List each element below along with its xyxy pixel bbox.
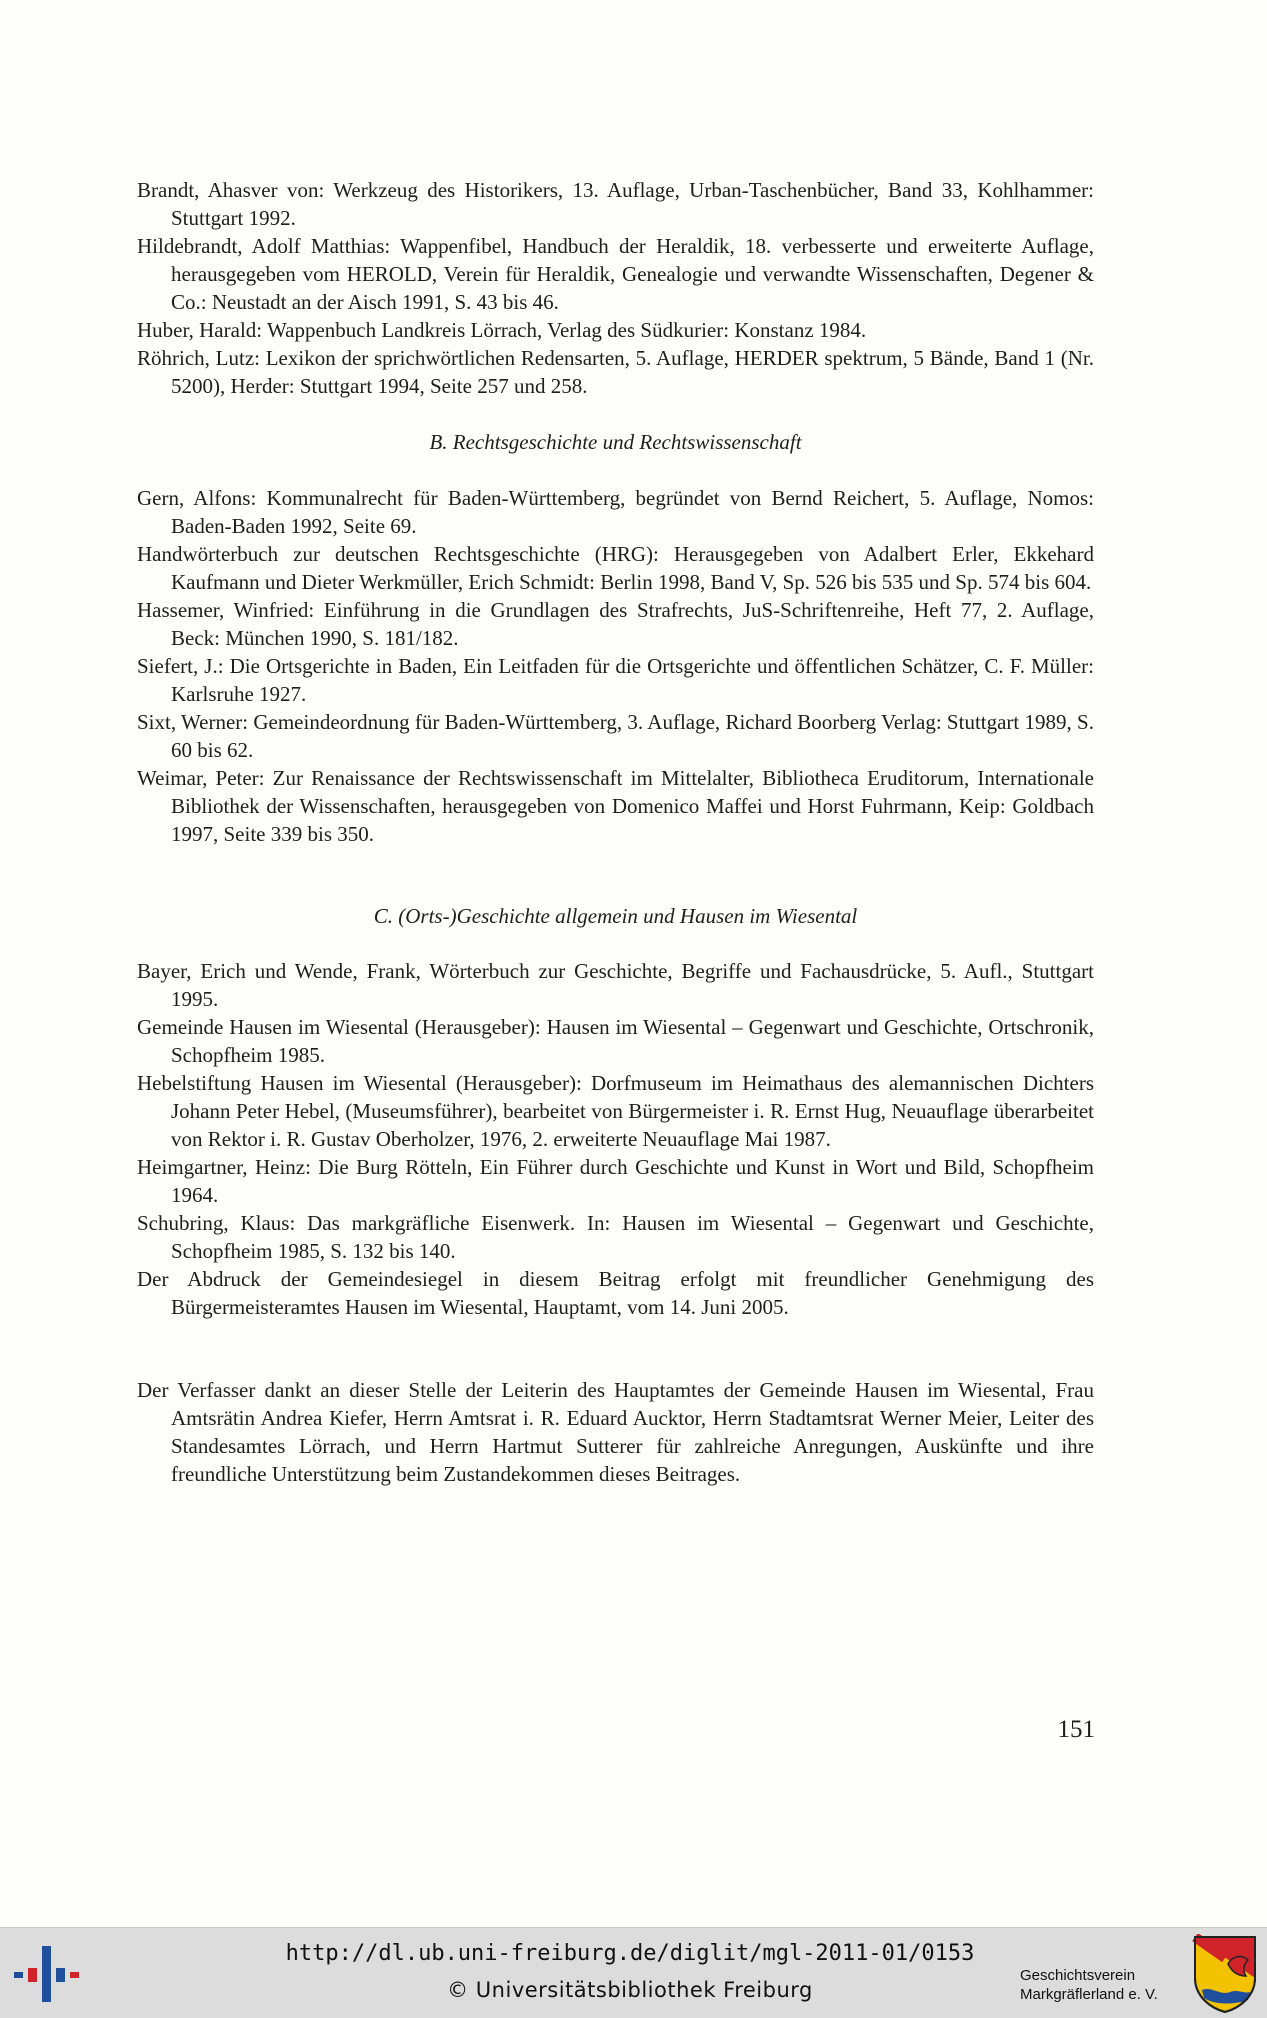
reference-entry: Bayer, Erich und Wende, Frank, Wörterbuch zur Geschichte, Begriffe und Fachausdrücke, 5. Aufl., Stuttgart 1995.: [137, 959, 1094, 1011]
reference-entry: Heimgartner, Heinz: Die Burg Rötteln, Ein Führer durch Geschichte und Kunst in Wort und Bild, Schopfheim 1964.: [137, 1155, 1094, 1207]
reference-entry: Schubring, Klaus: Das markgräfliche Eisenwerk. In: Hausen im Wiesental – Gegenwart und Geschichte, Schopfheim 1985, S. 132 bis 140.: [137, 1211, 1094, 1263]
university-library-logo-icon: [12, 1942, 82, 2006]
source-url-link[interactable]: http://dl.ub.uni-freiburg.de/diglit/mgl-2011-01/0153: [285, 1941, 975, 1966]
reference-entry: Hebelstiftung Hausen im Wiesental (Herausgeber): Dorfmuseum im Heimathaus des alemannischen Dichters Johann Peter Hebel, (Museumsführer), bearbeitet von Bürgermeister i. R. Ernst Hug, Neuauflage überarbeitet von Rektor i. R. Gustav Oberholzer, 1976, 2. erweiterte Neuauflage Mai 1987.: [137, 1071, 1094, 1151]
society-name: [1020, 1966, 1190, 2004]
society-line-2: Markgräflerland e. V.: [1020, 1986, 1158, 2003]
page-number: 151: [1057, 1716, 1095, 1743]
society-line-1: Geschichtsverein: [1020, 1967, 1136, 1984]
section-b-heading-wrap: [137, 428, 1094, 456]
reference-entry: Hassemer, Winfried: Einführung in die Grundlagen des Strafrechts, JuS-Schriftenreihe, Heft 77, 2. Auflage, Beck: München 1990, S. 181/182.: [137, 598, 1094, 650]
footer-bar: [0, 1927, 1267, 2018]
reference-entry: Der Abdruck der Gemeindesiegel in diesem Beitrag erfolgt mit freundlicher Genehmigung des Bürgermeisteramtes Hausen im Wiesental, Hauptamt, vom 14. Juni 2005.: [137, 1267, 1094, 1319]
section-c-heading-wrap: [137, 902, 1094, 930]
section-b-heading: B. Rechtsgeschichte und Rechtswissenschaft: [429, 430, 802, 454]
reference-entry: Gern, Alfons: Kommunalrecht für Baden-Württemberg, begründet von Bernd Reichert, 5. Auflage, Nomos: Baden-Baden 1992, Seite 69.: [137, 486, 1094, 538]
acknowledgement-block: [137, 1376, 1094, 1488]
reference-entry: Siefert, J.: Die Ortsgerichte in Baden, Ein Leitfaden für die Ortsgerichte und öffentlichen Schätzer, C. F. Müller: Karlsruhe 1927.: [137, 654, 1094, 706]
coat-of-arms-icon: [1192, 1934, 1258, 2014]
reference-entry: Hildebrandt, Adolf Matthias: Wappenfibel, Handbuch der Heraldik, 18. verbesserte und erweiterte Auflage, herausgegeben vom HEROLD, Verein für Heraldik, Genealogie und verwandte Wissenschaften, Degener & Co.: Neustadt an der Aisch 1991, S. 43 bis 46.: [137, 234, 1094, 314]
acknowledgement-text: Der Verfasser dankt an dieser Stelle der Leiterin des Hauptamtes der Gemeinde Hausen im Wiesental, Frau Amtsrätin Andrea Kiefer, Herrn Amtsrat i. R. Eduard Aucktor, Herrn Stadtamtsrat Werner Meier, Leiter des Standesamtes Lörrach, und Herrn Hartmut Sutterer für zahlreiche Anregungen, Auskünfte und ihre freundliche Unterstützung beim Zustandekommen dieses Beitrages.: [137, 1378, 1094, 1486]
reference-entry: Sixt, Werner: Gemeindeordnung für Baden-Württemberg, 3. Auflage, Richard Boorberg Verlag: Stuttgart 1989, S. 60 bis 62.: [137, 710, 1094, 762]
reference-entry: Röhrich, Lutz: Lexikon der sprichwörtlichen Redensarten, 5. Auflage, HERDER spektrum, 5 Bände, Band 1 (Nr. 5200), Herder: Stuttgart 1994, Seite 257 und 258.: [137, 346, 1094, 398]
reference-entry: Brandt, Ahasver von: Werkzeug des Historikers, 13. Auflage, Urban-Taschenbücher, Band 33, Kohlhammer: Stuttgart 1992.: [137, 178, 1094, 230]
reference-entry: Weimar, Peter: Zur Renaissance der Rechtswissenschaft im Mittelalter, Bibliotheca Eruditorum, Internationale Bibliothek der Wissenschaften, herausgegeben von Domenico Maffei und Horst Fuhrmann, Keip: Goldbach 1997, Seite 339 bis 350.: [137, 766, 1094, 846]
references-section-c: [137, 957, 1094, 1321]
references-section-a: [137, 176, 1094, 400]
section-c-heading: C. (Orts-)Geschichte allgemein und Hausen im Wiesental: [373, 904, 858, 928]
reference-entry: Handwörterbuch zur deutschen Rechtsgeschichte (HRG): Herausgegeben von Adalbert Erler, Ekkehard Kaufmann und Dieter Werkmüller, Erich Schmidt: Berlin 1998, Band V, Sp. 526 bis 535 und Sp. 574 bis 604.: [137, 542, 1094, 594]
references-section-b: [137, 484, 1094, 848]
reference-entry: Huber, Harald: Wappenbuch Landkreis Lörrach, Verlag des Südkurier: Konstanz 1984.: [137, 318, 867, 342]
reference-entry: Gemeinde Hausen im Wiesental (Herausgeber): Hausen im Wiesental – Gegenwart und Geschichte, Ortschronik, Schopfheim 1985.: [137, 1015, 1094, 1067]
copyright-text: © Universitätsbibliothek Freiburg: [447, 1978, 813, 2002]
